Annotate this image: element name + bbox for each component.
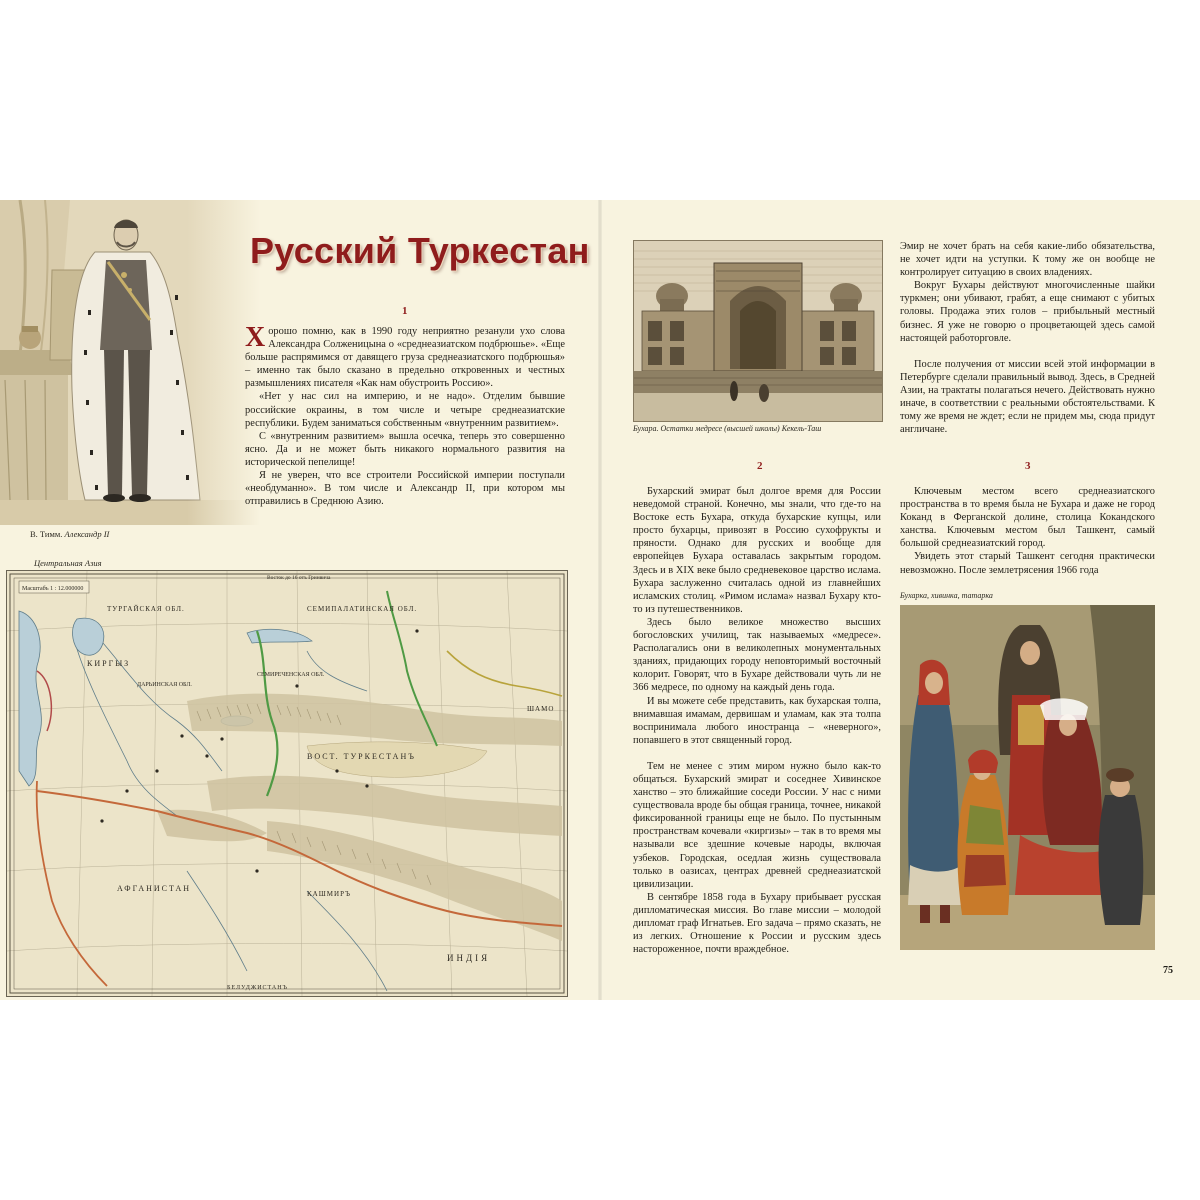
portrait-drawing: [0, 200, 260, 525]
book-spread: [0, 200, 1200, 1000]
women-caption: Бухарка, хивинка, татарка: [900, 591, 993, 600]
text-column-top-right: [900, 240, 1155, 436]
paragraph: В сентябре 1858 года в Бухару прибывает русская дипломатическая миссия. Во главе миссии – молодой дипломат граф Игнатьев. Его задача – прямо сказать, не из легких. Отношение к России и русским здесь настороженное, почти враждебное.: [633, 891, 881, 956]
paragraph: Ключевым местом всего среднеазиатского пространства в то время была не Бухара и даже не город Коканд в Ферганской долине, столица Кокандского ханства. Ключевым местом был Ташкент, самый большой среднеазиатский город.: [900, 486, 1155, 550]
paragraph: И вы можете себе представить, как бухарская толпа, внимавшая имамам, дервишам и уламам, как эта толпа воспринимала любого иностранца – «неверного», попавшего в этот священный город.: [633, 695, 881, 746]
central-asia-map: [6, 570, 568, 997]
left-page: [0, 200, 600, 1000]
page-number: 75: [1163, 965, 1173, 976]
paragraph: Тем не менее с этим миром нужно было как-то общаться. Бухарский эмират и соседнее Хивинское ханство – это ближайшие соседи России. У нас с ними существовала вроде бы общая граница, точнее, никакой фиксированной границы еще не было. По пустынным пространствам кочевали «киргизы» – так в то время мы называли все здешние кочевые народы, включая узбеков. Городская, оседлая жизнь существовала только в оазисах, центрах древней среднеазиатской цивилизации.: [633, 760, 881, 890]
portrait-caption-title: Александр II: [64, 529, 110, 539]
portrait-caption: [30, 529, 109, 539]
text-column-section-2: [633, 485, 881, 956]
page-title: Русский Туркестан: [250, 230, 590, 271]
map-label: КИРГЫЗ: [87, 659, 131, 668]
portrait-caption-author: В. Тимм.: [30, 529, 65, 539]
map-label: КАШМИРЪ: [307, 890, 351, 898]
madrasa-caption: Бухара. Остатки медресе (высшей школы) Кекель-Таш: [633, 424, 822, 433]
bukhara-women-illustration: [900, 605, 1155, 950]
map-label: АФГАНИСТАН: [117, 884, 192, 893]
drop-cap: Х: [245, 322, 266, 353]
women-drawing: [900, 605, 1155, 950]
map-label: ИНДІЯ: [447, 953, 491, 963]
paragraph: Вокруг Бухары действуют многочисленные шайки туркмен; они убивают, грабят, а еще снимают с убитых головы. Продажа этих голов – прибыльный местный бизнес. Я уже не говорю о процветающей здесь самой настоящей работорговле.: [900, 280, 1155, 344]
paragraph: Я не уверен, что все строители Российской империи поступали «необдуманно». В том числе и Александр II, при котором мы отправились в Среднюю Азию.: [245, 470, 565, 508]
paragraph: Эмир не хочет брать на себя какие-либо обязательства, не хочет идти на уступки. К тому же он вообще не контролирует ситуацию в своих владениях.: [900, 241, 1155, 279]
paragraph: С «внутренним развитием» вышла осечка, теперь это совершенно ясно. Да и не может быть никакого нормального развития на исторической пепелище!: [245, 430, 565, 468]
paragraph: После получения от миссии всей этой информации в Петербурге сделали правильный вывод. Здесь, в Средней Азии, на трактаты полагаться нечего. Действовать нужно иначе, в соответствии с реальными обстоятельствами. К тому же время не ждет; если не придем мы, сюда придут англичане.: [900, 358, 1155, 436]
map-label: ТУРГАЙСКАЯ ОБЛ.: [107, 605, 185, 613]
madrasa-drawing: [634, 241, 882, 421]
paragraph: «Нет у нас сил на империю, и не надо». Отделим бывшие российские окраины, в том числе и четыре среднеазиатские республики. Будем заниматься собственным «внутренним развитием».: [245, 391, 565, 429]
paragraph: Бухарский эмират был долгое время для России неведомой страной. Конечно, мы знали, что где-то на Востоке есть Бухара, откуда бухарские купцы, или просто бухарцы, привозят в Россию сухофрукты и пряности. Однако для русских и вообще для европейцев Бухара оставалась закрытым городом. Здесь и в XIX веке было средневековое царство ислама. Бухара заслуженно считалась одной из главнейших исламских столиц. «Римом ислама» назвал Бухару кто-то из путешественников.: [633, 486, 881, 615]
map-label: ШАМО: [527, 705, 555, 713]
text-column-section-3: [900, 485, 1155, 577]
map-label: СЕМИРЕЧЕНСКАЯ ОБЛ.: [257, 672, 325, 678]
map-scale-label: Масштабъ 1 : 12.000000: [22, 586, 84, 592]
map-label: ВОСТ. ТУРКЕСТАНЪ: [307, 752, 416, 761]
section-number-3: 3: [1025, 460, 1031, 472]
right-page: [600, 200, 1200, 1000]
map-label: ДАРЬИНСКАЯ ОБЛ.: [137, 682, 192, 688]
paragraph: Здесь было великое множество высших богословских училищ, так называемых «медресе». Располагались они в великолепных монументальных зданиях, придающих городу неповторимый восточный колорит. Говорят, что в Бухаре действовали чуть ли не 366 медресе, по одному на каждый день года.: [633, 616, 881, 694]
paragraph-intro: [245, 322, 565, 390]
map-label: СЕМИПАЛАТИНСКАЯ ОБЛ.: [307, 605, 418, 613]
portrait-alexander-ii-illustration: [0, 200, 260, 525]
map-top-label: Восток до 16 отъ Гринвича: [267, 575, 331, 581]
paragraph-text: орошо помню, как в 1990 году неприятно резанули ухо слова Александра Солженицына о «среднеазиатском подбрюшье». «Еще больше распрямимся от давящего груза среднеазиатского подбрюшья» – именно так было сказано в предельно откровенных и честных размышлениях писателя «Как нам обустроить Россию».: [245, 326, 565, 390]
map-caption: Центральная Азия: [34, 558, 102, 568]
map-drawing: [7, 571, 567, 996]
section-number-2: 2: [757, 460, 763, 472]
paragraph: Увидеть этот старый Ташкент сегодня практически невозможно. После землетрясения 1966 года: [900, 551, 1155, 576]
section-number-1: 1: [402, 305, 408, 317]
map-label: БЕЛУДЖИСТАНЪ: [227, 985, 288, 991]
madrasa-engraving: [633, 240, 883, 422]
text-column-section-1: [245, 322, 565, 508]
